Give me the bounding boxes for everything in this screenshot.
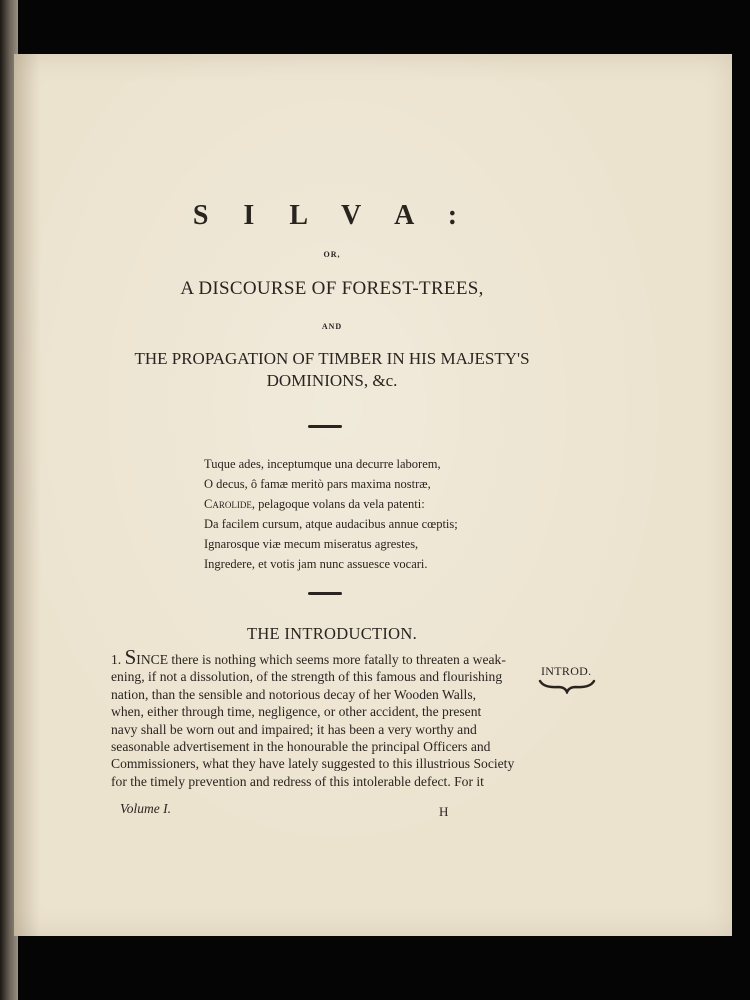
body-line: for the timely prevention and redress of this intolerable defect. For it <box>111 773 484 789</box>
gathering-signature: H <box>439 804 449 819</box>
verse-line: Da facilem cursum, atque audacibus annue cœptis; <box>204 517 458 531</box>
title-conjunction-or: OR, <box>323 250 341 259</box>
title-conjunction-and: AND <box>321 322 343 331</box>
verse-line: Ignarosque viæ mecum miseratus agrestes, <box>204 537 419 551</box>
verse-line: Tuque ades, inceptumque una decurre laborem, <box>204 457 441 471</box>
body-line: nation, than the sensible and notorious decay of her Wooden Walls, <box>111 686 477 702</box>
verse-name: Carolide, <box>204 497 255 511</box>
body-line: Commissioners, what they have lately suggested to this illustrious Society <box>111 756 515 772</box>
body-line <box>111 645 531 669</box>
page-title: S I L V A : <box>192 200 472 231</box>
verse-line-rest: pelagoque volans da vela patenti: <box>254 497 425 511</box>
margin-note: INTROD. <box>541 664 592 678</box>
ornamental-rule-bottom <box>308 592 342 595</box>
drop-letter: S <box>124 645 137 669</box>
verse-line: O decus, ô famæ meritò pars maxima nostræ, <box>204 477 431 491</box>
verse-line <box>204 494 524 514</box>
volume-signature: Volume I. <box>120 801 171 816</box>
body-line: navy shall be worn out and impaired; it has been a very worthy and <box>111 721 477 737</box>
body-line-rest: INCE there is nothing which seems more fatally to threaten a weak- <box>136 652 506 667</box>
section-heading: THE INTRODUCTION. <box>246 624 418 643</box>
curly-brace-icon <box>538 678 596 694</box>
paragraph-number: 1. <box>111 652 122 667</box>
body-line: seasonable advertisement in the honourable the principal Officers and <box>111 739 491 755</box>
subtitle: A DISCOURSE OF FOREST-TREES, <box>180 278 484 299</box>
ornamental-rule-top <box>308 425 342 428</box>
body-paragraph <box>111 645 531 790</box>
body-line: when, either through time, negligence, or other accident, the present <box>111 704 482 720</box>
body-line: ening, if not a dissolution, of the strength of this famous and flourishing <box>111 669 503 685</box>
book-page <box>14 54 732 936</box>
verse-line: Ingredere, et votis jam nunc assuesce vocari. <box>204 557 428 571</box>
subtitle-second: THE PROPAGATION OF TIMBER IN HIS MAJESTY'S DOMINIONS, &c. <box>134 349 530 390</box>
latin-epigraph <box>204 454 524 574</box>
